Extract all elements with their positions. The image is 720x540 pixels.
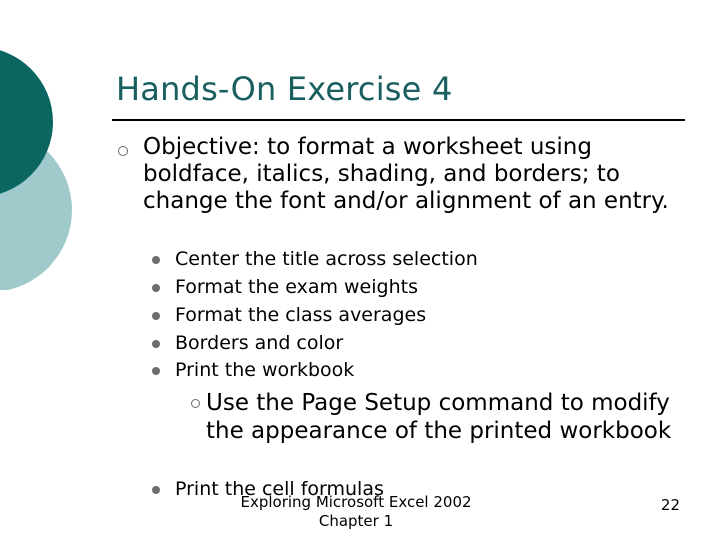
footer-caption	[224, 493, 488, 531]
hollow-bullet-icon	[191, 399, 200, 408]
page-setup-note: Use the Page Setup command to modify the appearance of the printed workbook	[206, 390, 672, 444]
step-item: Print the workbook	[175, 359, 355, 381]
decorative-circles	[0, 0, 90, 290]
footer-line-book: Exploring Microsoft Excel 2002	[240, 493, 472, 511]
title-divider	[112, 119, 685, 121]
objective-text: Objective: to format a worksheet using boldface, italics, shading, and borders; to change the font and/or alignment of an entry.	[143, 134, 669, 214]
step-item: Print the cell formulas	[175, 478, 384, 500]
bullet-dot-icon	[152, 312, 160, 320]
hollow-bullet-icon	[118, 146, 128, 156]
footer-line-chapter: Chapter 1	[318, 512, 394, 530]
slide-title: Hands-On Exercise 4	[116, 70, 453, 108]
bullet-dot-icon	[152, 256, 160, 264]
step-item: Format the exam weights	[175, 276, 418, 298]
bullet-dot-icon	[152, 284, 160, 292]
step-item: Borders and color	[175, 332, 344, 354]
bullet-dot-icon	[152, 340, 160, 348]
bullet-dot-icon	[152, 367, 160, 375]
step-item: Center the title across selection	[175, 248, 478, 270]
bullet-dot-icon	[152, 486, 160, 494]
step-item: Format the class averages	[175, 304, 427, 326]
slide-number: 22	[660, 496, 680, 514]
